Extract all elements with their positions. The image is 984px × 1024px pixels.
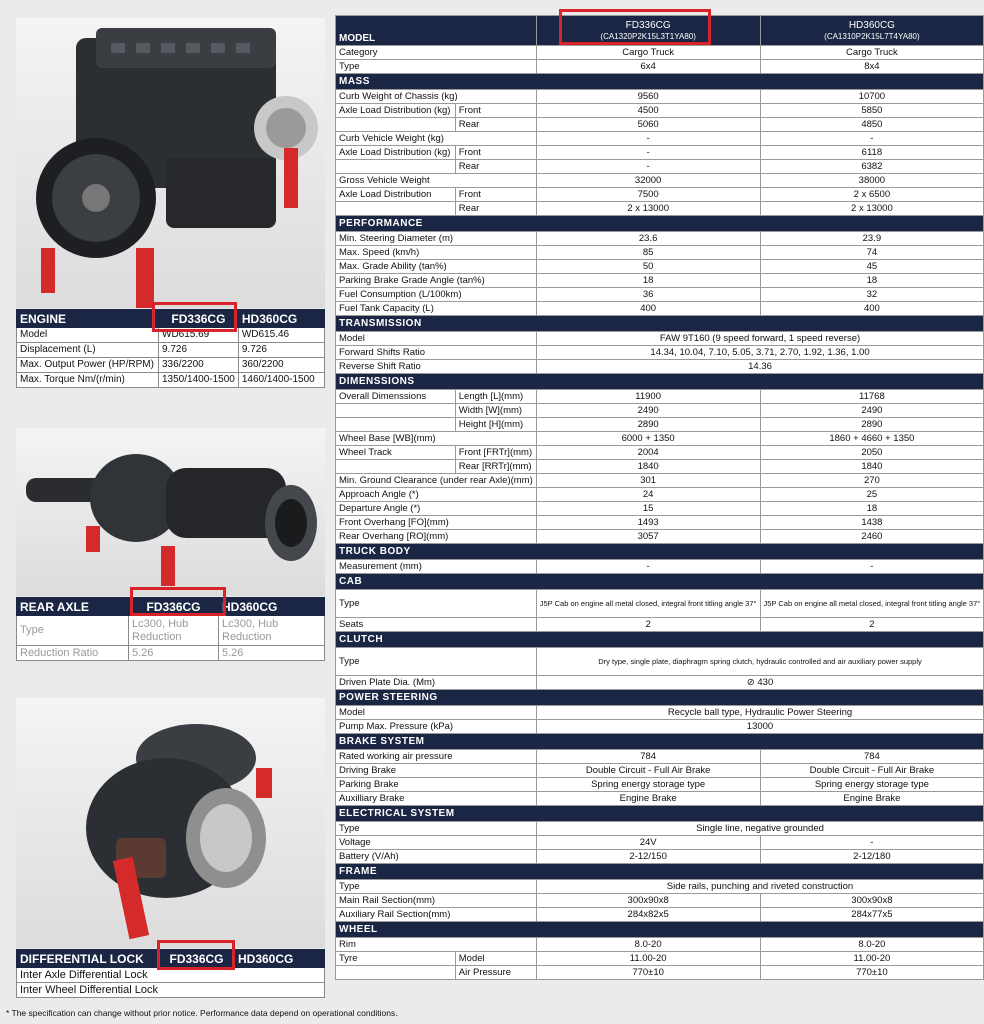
section-header bbox=[336, 374, 984, 390]
rear-axle-row bbox=[17, 646, 325, 661]
row-label: Model bbox=[336, 706, 537, 720]
row-value-2: Engine Brake bbox=[760, 792, 984, 806]
row-sublabel: Rear bbox=[455, 202, 536, 216]
section-header bbox=[336, 632, 984, 648]
rear-axle-row-label: Type bbox=[17, 616, 129, 646]
diff-lock-row bbox=[17, 983, 325, 998]
spec-row bbox=[336, 132, 984, 146]
row-value-1: 2490 bbox=[536, 404, 760, 418]
differential-photo bbox=[16, 698, 325, 948]
row-value-2: 2890 bbox=[760, 418, 984, 432]
spec-row bbox=[336, 880, 984, 894]
row-label: Measurement (mm) bbox=[336, 560, 537, 574]
row-value-1: 23.6 bbox=[536, 232, 760, 246]
spec-row bbox=[336, 778, 984, 792]
row-label bbox=[336, 966, 456, 980]
row-value-1: 5060 bbox=[536, 118, 760, 132]
row-value-1: 2 bbox=[536, 618, 760, 632]
row-value-both: 14.36 bbox=[536, 360, 984, 374]
row-value-2: 1840 bbox=[760, 460, 984, 474]
row-value-1: 3057 bbox=[536, 530, 760, 544]
row-value-1: 36 bbox=[536, 288, 760, 302]
row-sublabel: Rear bbox=[455, 118, 536, 132]
spec-row bbox=[336, 560, 984, 574]
model-1-code: FD336CG bbox=[625, 19, 671, 31]
row-value-1: 7500 bbox=[536, 188, 760, 202]
row-value-1: 9560 bbox=[536, 90, 760, 104]
row-sublabel: Front [FRTr](mm) bbox=[455, 446, 536, 460]
rear-axle-value-1: 5.26 bbox=[129, 646, 219, 661]
row-value-1: 32000 bbox=[536, 174, 760, 188]
row-label: Approach Angle (*) bbox=[336, 488, 537, 502]
engine-value-1: 336/2200 bbox=[159, 358, 239, 373]
row-label: Driven Plate Dia. (Mm) bbox=[336, 676, 537, 690]
row-value-1: 8.0-20 bbox=[536, 938, 760, 952]
row-value-2: 11.00-20 bbox=[760, 952, 984, 966]
diff-lock-col-2: HD360CG bbox=[235, 950, 325, 968]
diff-lock-col-1: FD336CG bbox=[159, 950, 235, 968]
row-label: Curb Vehicle Weight (kg) bbox=[336, 132, 537, 146]
row-value-2: - bbox=[760, 132, 984, 146]
row-label bbox=[336, 460, 456, 474]
row-value-1: 300x90x8 bbox=[536, 894, 760, 908]
row-value-1: 15 bbox=[536, 502, 760, 516]
row-value-1: 6000 + 1350 bbox=[536, 432, 760, 446]
row-label: Departure Angle (*) bbox=[336, 502, 537, 516]
row-sublabel: Rear [RRTr](mm) bbox=[455, 460, 536, 474]
row-value-both: 13000 bbox=[536, 720, 984, 734]
row-value-2: 45 bbox=[760, 260, 984, 274]
row-value-2: 25 bbox=[760, 488, 984, 502]
row-label: Battery (V/Ah) bbox=[336, 850, 537, 864]
row-value-1: 11.00-20 bbox=[536, 952, 760, 966]
row-value-2: J5P Cab on engine all metal closed, integral front titling angle 37° bbox=[760, 590, 984, 618]
engine-row bbox=[17, 358, 325, 373]
engine-header: ENGINE bbox=[17, 310, 159, 328]
spec-row bbox=[336, 474, 984, 488]
row-value-1: 301 bbox=[536, 474, 760, 488]
highlight-axle-fd336cg bbox=[130, 587, 226, 616]
spec-row bbox=[336, 502, 984, 516]
row-label: Rear Overhang [RO](mm) bbox=[336, 530, 537, 544]
spec-row bbox=[336, 360, 984, 374]
spec-row bbox=[336, 590, 984, 618]
row-label: Type bbox=[336, 822, 537, 836]
spec-row bbox=[336, 232, 984, 246]
section-title: ELECTRICAL SYSTEM bbox=[336, 806, 984, 822]
row-value-2: 10700 bbox=[760, 90, 984, 104]
row-label: Model bbox=[336, 332, 537, 346]
row-value-1: - bbox=[536, 132, 760, 146]
engine-photo bbox=[16, 18, 325, 308]
row-value-2: 4850 bbox=[760, 118, 984, 132]
row-value-2: Spring energy storage type bbox=[760, 778, 984, 792]
row-value-2: 8x4 bbox=[760, 60, 984, 74]
highlight-engine-fd336cg bbox=[152, 302, 237, 332]
row-value-1: 400 bbox=[536, 302, 760, 316]
section-title: WHEEL bbox=[336, 922, 984, 938]
spec-row bbox=[336, 288, 984, 302]
row-value-1: 11900 bbox=[536, 390, 760, 404]
spec-row bbox=[336, 850, 984, 864]
row-value-both: Recycle ball type, Hydraulic Power Steering bbox=[536, 706, 984, 720]
spec-table bbox=[335, 15, 981, 980]
row-label: Fuel Tank Capacity (L) bbox=[336, 302, 537, 316]
section-header bbox=[336, 74, 984, 90]
row-value-2: 5850 bbox=[760, 104, 984, 118]
row-sublabel: Height [H](mm) bbox=[455, 418, 536, 432]
spec-row bbox=[336, 146, 984, 160]
row-label: Type bbox=[336, 880, 537, 894]
row-value-1: 1493 bbox=[536, 516, 760, 530]
spec-row bbox=[336, 836, 984, 850]
row-value-2: 2490 bbox=[760, 404, 984, 418]
spec-row bbox=[336, 246, 984, 260]
row-value-2: 284x77x5 bbox=[760, 908, 984, 922]
row-label: Wheel Base [WB](mm) bbox=[336, 432, 537, 446]
model-2-header bbox=[760, 16, 984, 46]
row-value-1: - bbox=[536, 146, 760, 160]
section-header bbox=[336, 574, 984, 590]
row-label bbox=[336, 118, 456, 132]
model-2-vin: (CA1310P2K15L7T4YA80) bbox=[824, 31, 920, 41]
section-header bbox=[336, 806, 984, 822]
highlight-model-fd336cg bbox=[559, 9, 711, 45]
row-value-1: - bbox=[536, 560, 760, 574]
row-label: Forward Shifts Ratio bbox=[336, 346, 537, 360]
spec-row bbox=[336, 404, 984, 418]
spec-row bbox=[336, 764, 984, 778]
engine-value-1: 9.726 bbox=[159, 343, 239, 358]
spec-row bbox=[336, 720, 984, 734]
section-header bbox=[336, 864, 984, 880]
footnote: * The specification can change without prior notice. Performance data depend on operational conditions. bbox=[6, 1008, 398, 1018]
row-value-both: Side rails, punching and riveted construction bbox=[536, 880, 984, 894]
differential-image bbox=[16, 698, 325, 948]
row-value-2: - bbox=[760, 560, 984, 574]
engine-value-2: 360/2200 bbox=[238, 358, 324, 373]
row-label: Auxiliary Rail Section(mm) bbox=[336, 908, 537, 922]
row-value-2: 2 x 6500 bbox=[760, 188, 984, 202]
row-value-1: 24 bbox=[536, 488, 760, 502]
row-value-both: FAW 9T160 (9 speed forward, 1 speed reverse) bbox=[536, 332, 984, 346]
engine-col-1: FD336CG bbox=[159, 310, 239, 328]
row-sublabel: Rear bbox=[455, 160, 536, 174]
row-value-1: 2 x 13000 bbox=[536, 202, 760, 216]
row-value-1: Spring energy storage type bbox=[536, 778, 760, 792]
section-title: TRUCK BODY bbox=[336, 544, 984, 560]
row-label: Parking Brake Grade Angle (tan%) bbox=[336, 274, 537, 288]
row-sublabel: Front bbox=[455, 188, 536, 202]
engine-value-1: 1350/1400-1500 bbox=[159, 373, 239, 388]
engine-value-2: 1460/1400-1500 bbox=[238, 373, 324, 388]
section-title: TRANSMISSION bbox=[336, 316, 984, 332]
row-label: Type bbox=[336, 590, 537, 618]
row-value-1: 2004 bbox=[536, 446, 760, 460]
row-label: Max. Grade Ability (tan%) bbox=[336, 260, 537, 274]
row-value-both: Dry type, single plate, diaphragm spring clutch, hydraulic controlled and air auxiliary power supply bbox=[536, 648, 984, 676]
model-2-code: HD360CG bbox=[848, 19, 895, 31]
section-header bbox=[336, 316, 984, 332]
section-header bbox=[336, 216, 984, 232]
row-sublabel: Front bbox=[455, 146, 536, 160]
spec-row bbox=[336, 822, 984, 836]
row-value-1: 24V bbox=[536, 836, 760, 850]
row-value-2: Double Circuit - Full Air Brake bbox=[760, 764, 984, 778]
spec-row bbox=[336, 60, 984, 74]
row-label: Tyre bbox=[336, 952, 456, 966]
row-value-1: 50 bbox=[536, 260, 760, 274]
row-label: Parking Brake bbox=[336, 778, 537, 792]
row-value-both: ⊘ 430 bbox=[536, 676, 984, 690]
row-label: Category bbox=[336, 46, 537, 60]
rear-axle-col-1: FD336CG bbox=[129, 598, 219, 616]
row-value-2: 8.0-20 bbox=[760, 938, 984, 952]
engine-value-1: WD615.69 bbox=[159, 328, 239, 343]
diff-lock-header: DIFFERENTIAL LOCK bbox=[17, 950, 159, 968]
rear-axle-value-2: Lc300, Hub Reduction bbox=[219, 616, 325, 646]
row-label: Min. Ground Clearance (under rear Axle)(mm) bbox=[336, 474, 537, 488]
engine-row-label: Displacement (L) bbox=[17, 343, 159, 358]
spec-row bbox=[336, 908, 984, 922]
section-header bbox=[336, 734, 984, 750]
row-label: Driving Brake bbox=[336, 764, 537, 778]
row-value-2: 770±10 bbox=[760, 966, 984, 980]
engine-row-label: Max. Output Power (HP/RPM) bbox=[17, 358, 159, 373]
spec-row bbox=[336, 160, 984, 174]
row-label: Max. Speed (km/h) bbox=[336, 246, 537, 260]
spec-row bbox=[336, 188, 984, 202]
row-label: Pump Max. Pressure (kPa) bbox=[336, 720, 537, 734]
row-value-2: 2 bbox=[760, 618, 984, 632]
engine-row bbox=[17, 343, 325, 358]
row-value-2: 2-12/180 bbox=[760, 850, 984, 864]
section-title: PERFORMANCE bbox=[336, 216, 984, 232]
row-label: Auxilliary Brake bbox=[336, 792, 537, 806]
row-value-1: J5P Cab on engine all metal closed, integral front titling angle 37° bbox=[536, 590, 760, 618]
spec-row bbox=[336, 460, 984, 474]
spec-row bbox=[336, 274, 984, 288]
spec-row bbox=[336, 792, 984, 806]
row-value-1: 770±10 bbox=[536, 966, 760, 980]
row-label bbox=[336, 202, 456, 216]
rear-axle-row bbox=[17, 616, 325, 646]
row-label: Axle Load Distribution (kg) bbox=[336, 104, 456, 118]
row-value-2: 1860 + 4660 + 1350 bbox=[760, 432, 984, 446]
row-value-2: Cargo Truck bbox=[760, 46, 984, 60]
rear-axle-value-1: Lc300, Hub Reduction bbox=[129, 616, 219, 646]
spec-row bbox=[336, 202, 984, 216]
row-value-1: 2890 bbox=[536, 418, 760, 432]
row-sublabel: Length [L](mm) bbox=[455, 390, 536, 404]
section-title: BRAKE SYSTEM bbox=[336, 734, 984, 750]
spec-row bbox=[336, 302, 984, 316]
spec-row bbox=[336, 260, 984, 274]
row-value-1: 284x82x5 bbox=[536, 908, 760, 922]
section-header bbox=[336, 690, 984, 706]
row-value-both: 14.34, 10.04, 7.10, 5.05, 3.71, 2.70, 1.92, 1.36, 1.00 bbox=[536, 346, 984, 360]
section-header bbox=[336, 544, 984, 560]
row-label bbox=[336, 404, 456, 418]
row-value-1: Double Circuit - Full Air Brake bbox=[536, 764, 760, 778]
engine-row-label: Max. Torque Nm/(r/min) bbox=[17, 373, 159, 388]
highlight-diff-fd336cg bbox=[157, 940, 235, 970]
row-value-both: Single line, negative grounded bbox=[536, 822, 984, 836]
section-title: MASS bbox=[336, 74, 984, 90]
spec-row bbox=[336, 390, 984, 404]
row-value-2: 32 bbox=[760, 288, 984, 302]
spec-row bbox=[336, 90, 984, 104]
row-label: Rim bbox=[336, 938, 537, 952]
model-1-vin: (CA1320P2K15L3T1YA80) bbox=[600, 31, 696, 41]
spec-row bbox=[336, 676, 984, 690]
section-title: CAB bbox=[336, 574, 984, 590]
section-title: CLUTCH bbox=[336, 632, 984, 648]
row-value-2: 18 bbox=[760, 274, 984, 288]
spec-row bbox=[336, 966, 984, 980]
row-value-2: 11768 bbox=[760, 390, 984, 404]
row-label: Seats bbox=[336, 618, 537, 632]
row-label: Type bbox=[336, 60, 537, 74]
diff-lock-row-label: Inter Wheel Differential Lock bbox=[17, 983, 325, 998]
row-label: Voltage bbox=[336, 836, 537, 850]
row-sublabel: Air Pressure bbox=[455, 966, 536, 980]
row-label: Axle Load Distribution bbox=[336, 188, 456, 202]
spec-row bbox=[336, 332, 984, 346]
section-title: FRAME bbox=[336, 864, 984, 880]
spec-row bbox=[336, 488, 984, 502]
spec-row bbox=[336, 118, 984, 132]
row-label: Main Rail Section(mm) bbox=[336, 894, 537, 908]
row-label: Wheel Track bbox=[336, 446, 456, 460]
engine-image bbox=[16, 18, 325, 308]
spec-row bbox=[336, 648, 984, 676]
row-value-2: 2460 bbox=[760, 530, 984, 544]
spec-row bbox=[336, 750, 984, 764]
row-value-2: 6118 bbox=[760, 146, 984, 160]
row-sublabel: Front bbox=[455, 104, 536, 118]
row-sublabel: Model bbox=[455, 952, 536, 966]
spec-row bbox=[336, 432, 984, 446]
spec-row bbox=[336, 516, 984, 530]
engine-row bbox=[17, 373, 325, 388]
row-label bbox=[336, 160, 456, 174]
row-value-2: 1438 bbox=[760, 516, 984, 530]
row-sublabel: Width [W](mm) bbox=[455, 404, 536, 418]
spec-row bbox=[336, 530, 984, 544]
row-value-1: 4500 bbox=[536, 104, 760, 118]
row-label: Front Overhang [FO](mm) bbox=[336, 516, 537, 530]
row-value-2: 270 bbox=[760, 474, 984, 488]
row-value-2: 18 bbox=[760, 502, 984, 516]
row-value-1: 6x4 bbox=[536, 60, 760, 74]
row-value-1: - bbox=[536, 160, 760, 174]
spec-row bbox=[336, 104, 984, 118]
section-header bbox=[336, 922, 984, 938]
row-label: Curb Weight of Chassis (kg) bbox=[336, 90, 537, 104]
row-value-1: 18 bbox=[536, 274, 760, 288]
model-label: MODEL bbox=[336, 16, 537, 46]
spec-row bbox=[336, 938, 984, 952]
row-value-2: 2 x 13000 bbox=[760, 202, 984, 216]
rear-axle-value-2: 5.26 bbox=[219, 646, 325, 661]
row-value-1: 1840 bbox=[536, 460, 760, 474]
row-value-2: 400 bbox=[760, 302, 984, 316]
spec-row bbox=[336, 894, 984, 908]
section-title: DIMENSSIONS bbox=[336, 374, 984, 390]
spec-row bbox=[336, 952, 984, 966]
row-label: Overall Dimenssions bbox=[336, 390, 456, 404]
row-value-2: 6382 bbox=[760, 160, 984, 174]
row-value-1: 85 bbox=[536, 246, 760, 260]
row-value-2: 784 bbox=[760, 750, 984, 764]
spec-row bbox=[336, 346, 984, 360]
row-label: Type bbox=[336, 648, 537, 676]
diff-lock-row-label: Inter Axle Differential Lock bbox=[17, 968, 325, 983]
row-label bbox=[336, 418, 456, 432]
rear-axle-image bbox=[16, 428, 325, 596]
spec-row bbox=[336, 706, 984, 720]
spec-row bbox=[336, 46, 984, 60]
row-label: Fuel Consumption (L/100km) bbox=[336, 288, 537, 302]
engine-value-2: WD615.46 bbox=[238, 328, 324, 343]
row-value-2: 2050 bbox=[760, 446, 984, 460]
spec-row bbox=[336, 446, 984, 460]
rear-axle-row-label: Reduction Ratio bbox=[17, 646, 129, 661]
engine-col-2: HD360CG bbox=[238, 310, 324, 328]
rear-axle-col-2: HD360CG bbox=[219, 598, 325, 616]
row-label: Gross Vehicle Weight bbox=[336, 174, 537, 188]
spec-row bbox=[336, 418, 984, 432]
row-value-2: 74 bbox=[760, 246, 984, 260]
section-title: POWER STEERING bbox=[336, 690, 984, 706]
spec-row bbox=[336, 174, 984, 188]
rear-axle-header: REAR AXLE bbox=[17, 598, 129, 616]
row-value-1: Engine Brake bbox=[536, 792, 760, 806]
row-value-2: 38000 bbox=[760, 174, 984, 188]
rear-axle-photo bbox=[16, 428, 325, 596]
row-value-1: 2-12/150 bbox=[536, 850, 760, 864]
row-label: Min. Steering Diameter (m) bbox=[336, 232, 537, 246]
row-value-2: 23.9 bbox=[760, 232, 984, 246]
row-label: Axle Load Distribution (kg) bbox=[336, 146, 456, 160]
row-value-2: - bbox=[760, 836, 984, 850]
engine-value-2: 9.726 bbox=[238, 343, 324, 358]
row-value-2: 300x90x8 bbox=[760, 894, 984, 908]
spec-row bbox=[336, 618, 984, 632]
engine-row-label: Model bbox=[17, 328, 159, 343]
row-value-1: Cargo Truck bbox=[536, 46, 760, 60]
row-value-1: 784 bbox=[536, 750, 760, 764]
row-label: Rated working air pressure bbox=[336, 750, 537, 764]
row-label: Reverse Shift Ratio bbox=[336, 360, 537, 374]
